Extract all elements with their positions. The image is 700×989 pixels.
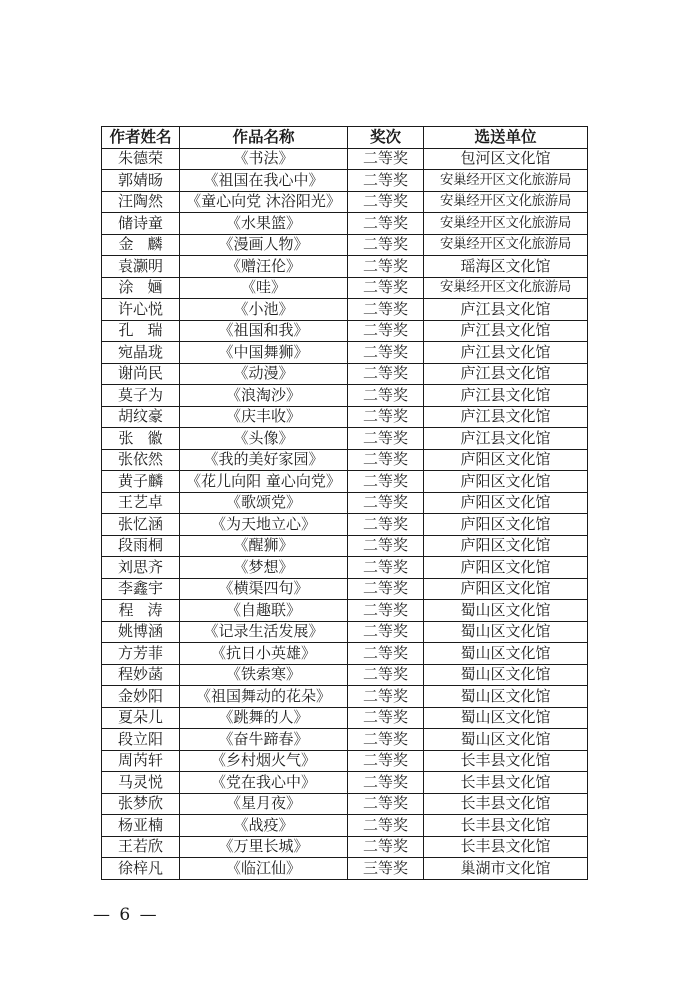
table-row [102, 772, 588, 794]
cell-unit: 庐阳区文化馆 [424, 449, 588, 471]
cell-work: 《祖国舞动的花朵》 [180, 686, 348, 708]
cell-unit: 长丰县文化馆 [424, 793, 588, 815]
cell-work: 《水果篮》 [180, 213, 348, 235]
table-row [102, 363, 588, 385]
cell-unit: 安巢经开区文化旅游局 [424, 234, 588, 256]
header-award: 奖次 [348, 127, 424, 149]
cell-work: 《铁索寒》 [180, 664, 348, 686]
cell-award: 二等奖 [348, 471, 424, 493]
cell-award: 二等奖 [348, 385, 424, 407]
cell-work: 《漫画人物》 [180, 234, 348, 256]
cell-award: 二等奖 [348, 707, 424, 729]
cell-unit: 长丰县文化馆 [424, 836, 588, 858]
cell-award: 二等奖 [348, 557, 424, 579]
cell-award: 二等奖 [348, 148, 424, 170]
cell-work: 《抗日小英雄》 [180, 643, 348, 665]
cell-author: 涂婳 [102, 277, 180, 299]
cell-unit: 蜀山区文化馆 [424, 707, 588, 729]
cell-award: 二等奖 [348, 170, 424, 192]
cell-work: 《临江仙》 [180, 858, 348, 880]
header-work: 作品名称 [180, 127, 348, 149]
table-body [102, 148, 588, 879]
cell-unit: 长丰县文化馆 [424, 815, 588, 837]
cell-award: 二等奖 [348, 213, 424, 235]
cell-author: 金麟 [102, 234, 180, 256]
cell-author: 马灵悦 [102, 772, 180, 794]
cell-author: 王艺卓 [102, 492, 180, 514]
table-row [102, 858, 588, 880]
cell-work: 《党在我心中》 [180, 772, 348, 794]
cell-unit: 庐江县文化馆 [424, 406, 588, 428]
cell-award: 二等奖 [348, 664, 424, 686]
cell-author: 宛晶珑 [102, 342, 180, 364]
table-row [102, 750, 588, 772]
table-row [102, 170, 588, 192]
table-row [102, 492, 588, 514]
cell-work: 《头像》 [180, 428, 348, 450]
table-row [102, 707, 588, 729]
cell-work: 《横渠四句》 [180, 578, 348, 600]
cell-author: 李鑫宇 [102, 578, 180, 600]
cell-award: 二等奖 [348, 342, 424, 364]
page-number: — 6 — [93, 905, 159, 925]
cell-award: 二等奖 [348, 686, 424, 708]
cell-work: 《梦想》 [180, 557, 348, 579]
cell-award: 二等奖 [348, 600, 424, 622]
cell-work: 《星月夜》 [180, 793, 348, 815]
cell-award: 二等奖 [348, 320, 424, 342]
cell-award: 二等奖 [348, 535, 424, 557]
cell-author: 张徽 [102, 428, 180, 450]
cell-unit: 安巢经开区文化旅游局 [424, 191, 588, 213]
table-row [102, 148, 588, 170]
cell-author: 胡纹豪 [102, 406, 180, 428]
cell-author: 张忆涵 [102, 514, 180, 536]
cell-unit: 长丰县文化馆 [424, 750, 588, 772]
cell-author: 段雨桐 [102, 535, 180, 557]
cell-unit: 庐阳区文化馆 [424, 492, 588, 514]
cell-work: 《奋牛蹄春》 [180, 729, 348, 751]
cell-unit: 安巢经开区文化旅游局 [424, 277, 588, 299]
cell-award: 二等奖 [348, 234, 424, 256]
table-row [102, 385, 588, 407]
cell-award: 二等奖 [348, 578, 424, 600]
cell-unit: 安巢经开区文化旅游局 [424, 213, 588, 235]
table-row [102, 406, 588, 428]
cell-award: 二等奖 [348, 406, 424, 428]
cell-unit: 庐江县文化馆 [424, 342, 588, 364]
table-row [102, 578, 588, 600]
cell-work: 《祖国在我心中》 [180, 170, 348, 192]
cell-author: 夏朵儿 [102, 707, 180, 729]
cell-award: 二等奖 [348, 772, 424, 794]
cell-unit: 庐阳区文化馆 [424, 514, 588, 536]
cell-unit: 庐阳区文化馆 [424, 535, 588, 557]
cell-award: 二等奖 [348, 514, 424, 536]
cell-unit: 蜀山区文化馆 [424, 729, 588, 751]
table-row [102, 342, 588, 364]
table-row [102, 664, 588, 686]
header-author: 作者姓名 [102, 127, 180, 149]
table-row [102, 299, 588, 321]
table-row [102, 191, 588, 213]
table-header [102, 127, 588, 149]
cell-work: 《我的美好家园》 [180, 449, 348, 471]
cell-work: 《祖国和我》 [180, 320, 348, 342]
cell-award: 二等奖 [348, 750, 424, 772]
cell-award: 二等奖 [348, 729, 424, 751]
cell-work: 《赠汪伦》 [180, 256, 348, 278]
cell-work: 《歌颂党》 [180, 492, 348, 514]
cell-author: 袁灏明 [102, 256, 180, 278]
cell-author: 黄子麟 [102, 471, 180, 493]
cell-work: 《庆丰收》 [180, 406, 348, 428]
header-row [102, 127, 588, 149]
cell-unit: 长丰县文化馆 [424, 772, 588, 794]
cell-award: 二等奖 [348, 836, 424, 858]
cell-unit: 蜀山区文化馆 [424, 600, 588, 622]
cell-author: 张梦欣 [102, 793, 180, 815]
cell-award: 二等奖 [348, 815, 424, 837]
cell-author: 刘思齐 [102, 557, 180, 579]
table-row [102, 815, 588, 837]
cell-award: 二等奖 [348, 299, 424, 321]
cell-unit: 蜀山区文化馆 [424, 664, 588, 686]
table-row [102, 535, 588, 557]
cell-work: 《跳舞的人》 [180, 707, 348, 729]
cell-author: 郭婧旸 [102, 170, 180, 192]
cell-unit: 瑶海区文化馆 [424, 256, 588, 278]
cell-award: 二等奖 [348, 191, 424, 213]
cell-work: 《花儿向阳 童心向党》 [180, 471, 348, 493]
cell-unit: 庐江县文化馆 [424, 385, 588, 407]
cell-unit: 包河区文化馆 [424, 148, 588, 170]
table-row [102, 836, 588, 858]
table-row [102, 428, 588, 450]
cell-unit: 庐江县文化馆 [424, 363, 588, 385]
table-row [102, 557, 588, 579]
table-row [102, 213, 588, 235]
cell-unit: 庐阳区文化馆 [424, 557, 588, 579]
cell-work: 《童心向党 沐浴阳光》 [180, 191, 348, 213]
cell-work: 《记录生活发展》 [180, 621, 348, 643]
table-row [102, 793, 588, 815]
cell-work: 《乡村烟火气》 [180, 750, 348, 772]
cell-author: 金妙阳 [102, 686, 180, 708]
cell-author: 姚博涵 [102, 621, 180, 643]
table-row [102, 514, 588, 536]
cell-work: 《浪淘沙》 [180, 385, 348, 407]
table-row [102, 256, 588, 278]
cell-unit: 庐阳区文化馆 [424, 578, 588, 600]
cell-work: 《醒狮》 [180, 535, 348, 557]
cell-work: 《战疫》 [180, 815, 348, 837]
table-row [102, 621, 588, 643]
cell-author: 孔瑞 [102, 320, 180, 342]
cell-award: 三等奖 [348, 858, 424, 880]
cell-author: 程妙菡 [102, 664, 180, 686]
cell-work: 《为天地立心》 [180, 514, 348, 536]
table-row [102, 600, 588, 622]
table-row [102, 686, 588, 708]
cell-work: 《小池》 [180, 299, 348, 321]
cell-author: 朱德荣 [102, 148, 180, 170]
cell-unit: 蜀山区文化馆 [424, 686, 588, 708]
cell-work: 《中国舞狮》 [180, 342, 348, 364]
cell-author: 许心悦 [102, 299, 180, 321]
cell-author: 周芮轩 [102, 750, 180, 772]
cell-award: 二等奖 [348, 492, 424, 514]
cell-author: 王若欣 [102, 836, 180, 858]
cell-award: 二等奖 [348, 449, 424, 471]
table-row [102, 449, 588, 471]
cell-award: 二等奖 [348, 256, 424, 278]
cell-unit: 庐阳区文化馆 [424, 471, 588, 493]
cell-author: 汪陶然 [102, 191, 180, 213]
cell-unit: 庐江县文化馆 [424, 428, 588, 450]
table-row [102, 320, 588, 342]
cell-award: 二等奖 [348, 428, 424, 450]
cell-unit: 蜀山区文化馆 [424, 621, 588, 643]
cell-work: 《哇》 [180, 277, 348, 299]
cell-author: 张依然 [102, 449, 180, 471]
table-row [102, 234, 588, 256]
cell-unit: 庐江县文化馆 [424, 320, 588, 342]
table-row [102, 277, 588, 299]
cell-author: 段立阳 [102, 729, 180, 751]
cell-author: 莫子为 [102, 385, 180, 407]
cell-award: 二等奖 [348, 363, 424, 385]
table-row [102, 729, 588, 751]
cell-unit: 蜀山区文化馆 [424, 643, 588, 665]
cell-author: 程涛 [102, 600, 180, 622]
cell-work: 《书法》 [180, 148, 348, 170]
table-row [102, 471, 588, 493]
cell-author: 储诗童 [102, 213, 180, 235]
cell-unit: 庐江县文化馆 [424, 299, 588, 321]
cell-award: 二等奖 [348, 793, 424, 815]
header-unit: 选送单位 [424, 127, 588, 149]
cell-author: 方芳菲 [102, 643, 180, 665]
cell-author: 徐梓凡 [102, 858, 180, 880]
cell-award: 二等奖 [348, 643, 424, 665]
cell-award: 二等奖 [348, 621, 424, 643]
cell-work: 《万里长城》 [180, 836, 348, 858]
cell-work: 《动漫》 [180, 363, 348, 385]
cell-author: 杨亚楠 [102, 815, 180, 837]
award-list-table [101, 126, 588, 880]
cell-unit: 巢湖市文化馆 [424, 858, 588, 880]
cell-work: 《自趣联》 [180, 600, 348, 622]
cell-author: 谢尚民 [102, 363, 180, 385]
cell-unit: 安巢经开区文化旅游局 [424, 170, 588, 192]
cell-award: 二等奖 [348, 277, 424, 299]
table-row [102, 643, 588, 665]
